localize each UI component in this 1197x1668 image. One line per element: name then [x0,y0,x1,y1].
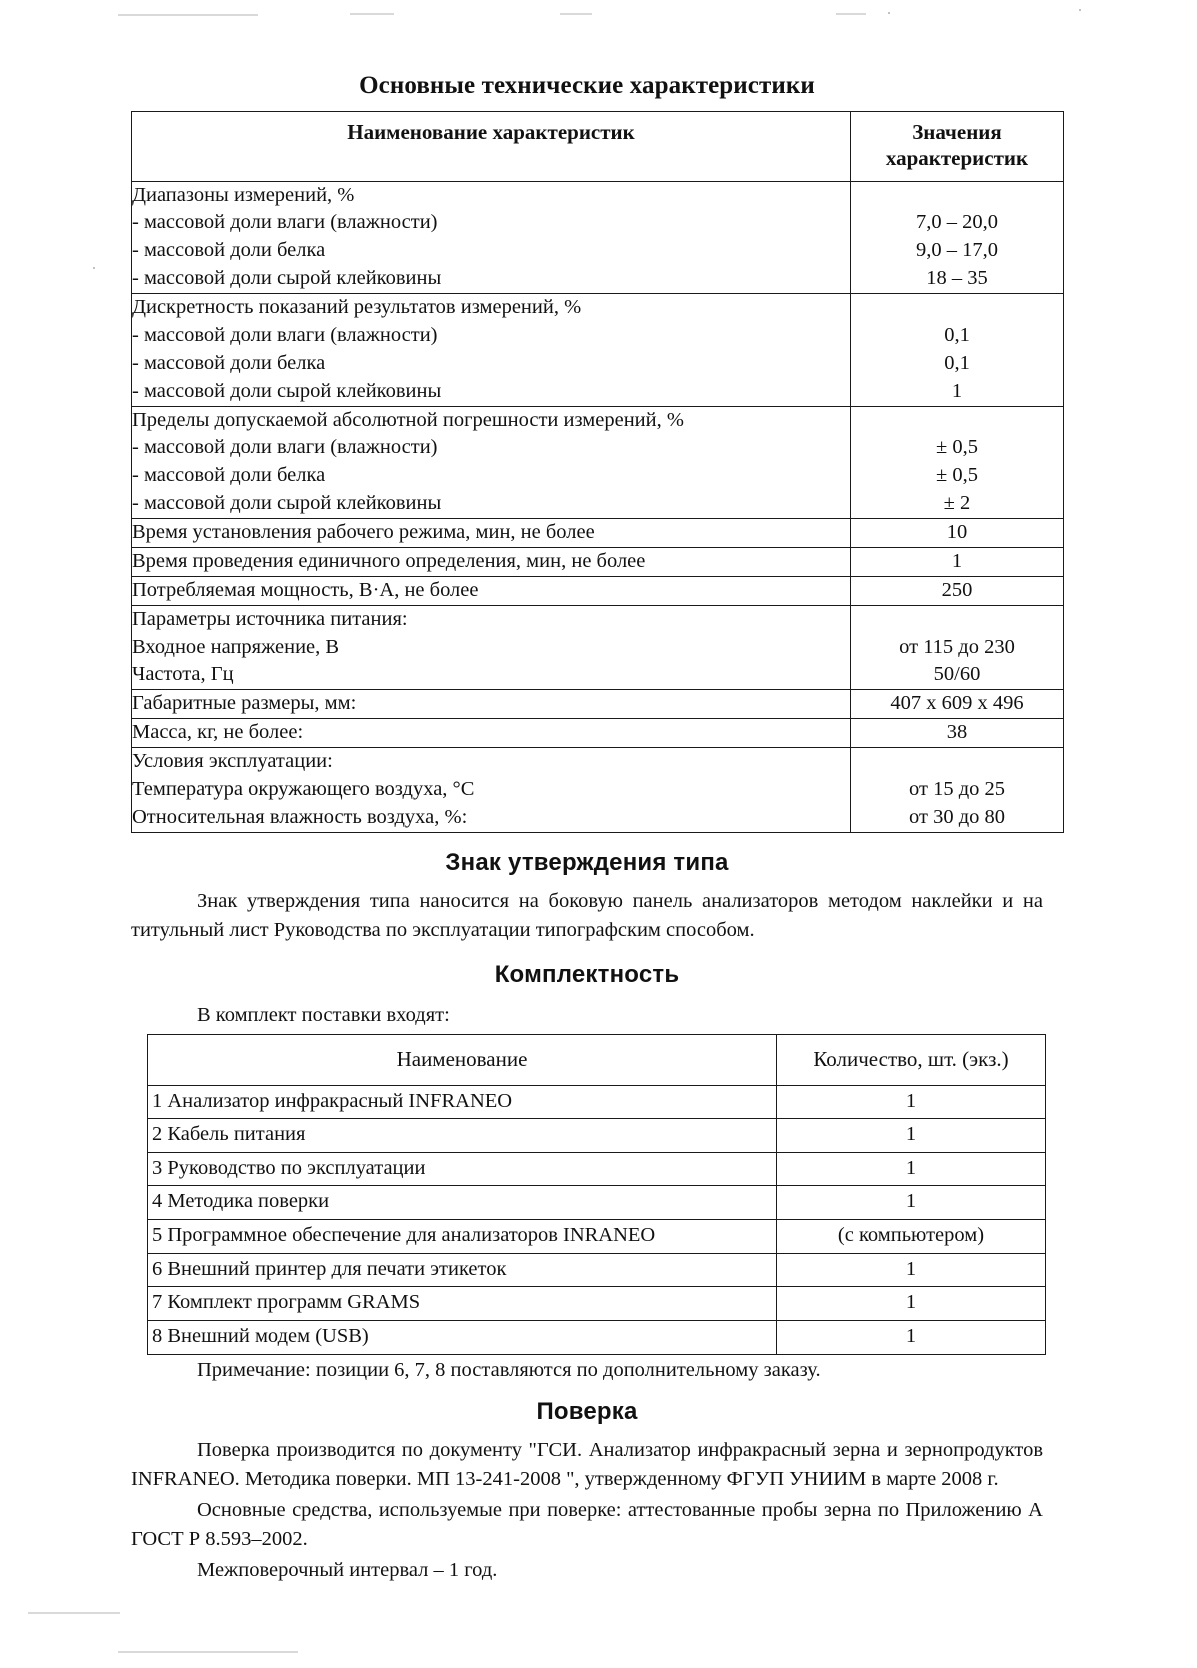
scan-artifact-top-mid [350,13,394,15]
completeness-header-row [148,1034,1046,1085]
table-row [132,547,1064,576]
cell-item-quantity: 1 [777,1085,1046,1119]
value-line: ± 2 [943,492,971,515]
heading-type-approval-mark: Знак утверждения типа [445,848,729,876]
cell-characteristic-name [132,748,851,833]
value-line: 1 [951,549,963,572]
cell-item-name: 5 Программное обеспечение для анализаторов INRANEO [148,1220,777,1254]
text-line: - массовой доли сырой клейковины [132,379,442,402]
value-line: 1 [951,379,963,402]
cell-characteristic-value [851,748,1064,833]
scan-artifact-bottom-strip [118,1651,298,1653]
value-line: 250 [941,578,973,601]
completeness-table [147,1034,1046,1355]
cell-characteristic-value [851,576,1064,605]
text-line: Условия эксплуатации: [132,750,333,772]
table-row [132,406,1064,519]
cell-characteristic-name [132,719,851,748]
page-title: Основные технические характеристики [359,72,815,99]
text-line: Масса, кг, не более: [132,721,304,744]
cell-characteristic-value [851,406,1064,519]
cell-characteristic-value [851,605,1064,690]
table-header-row [132,112,1064,182]
specifications-table-body [132,181,1064,832]
text-line: - массовой доли сырой клейковины [132,267,442,290]
value-line: ± 0,5 [935,464,978,487]
cell-item-name: 7 Комплект программ GRAMS [148,1287,777,1321]
value-line: 38 [946,721,968,744]
paragraph-type-approval-mark: Знак утверждения типа наносится на боковую панель анализаторов методом наклейки и на титульный лист Руководства по эксплуатации типографским способом. [131,889,1043,941]
table-row [132,519,1064,548]
text-line: Габаритные размеры, мм: [132,692,357,715]
scan-speckle-b [888,12,890,14]
value-line: 50/60 [933,663,981,686]
scan-artifact-top-right [560,13,592,15]
heading-verification: Поверка [536,1397,638,1425]
column-header-value-line1: Значения [912,120,1002,144]
value-line: 9,0 – 17,0 [916,239,998,262]
table-row [148,1152,1046,1186]
text-line: - массовой доли влаги (влажности) [132,211,438,234]
text-line: Частота, Гц [132,663,234,686]
text-line: - массовой доли сырой клейковины [132,492,442,515]
value-line: 10 [946,521,968,543]
text-line: - массовой доли белка [132,464,326,487]
text-line: Входное напряжение, В [132,635,340,658]
text-line: Потребляемая мощность, В·А, не более [132,578,479,601]
table-row [132,576,1064,605]
cell-item-quantity: 1 [777,1119,1046,1153]
value-line: 7,0 – 20,0 [916,211,998,234]
completeness-note: Примечание: позиции 6, 7, 8 поставляются по дополнительному заказу. [197,1358,821,1381]
scan-speckle-a [1079,9,1081,11]
scan-artifact-top-far-right [836,13,866,15]
text-line: - массовой доли белка [132,351,326,374]
table-row [148,1085,1046,1119]
text-line: Время проведения единичного определения, мин, не более [132,549,646,572]
cell-characteristic-name [132,576,851,605]
cell-characteristic-value [851,690,1064,719]
cell-item-name: 2 Кабель питания [148,1119,777,1153]
cell-item-quantity: 1 [777,1287,1046,1321]
cell-characteristic-name [132,294,851,407]
text-line: Время установления рабочего режима, мин, не более [132,521,595,543]
value-line: 18 – 35 [926,267,988,290]
table-row [148,1253,1046,1287]
completeness-table-body [148,1085,1046,1354]
table-row [148,1287,1046,1321]
value-line: от 115 до 230 [899,635,1015,658]
cell-characteristic-value [851,294,1064,407]
cell-characteristic-name [132,519,851,548]
cell-characteristic-value [851,181,1064,294]
value-line: ± 0,5 [935,436,978,459]
text-line: Параметры источника питания: [132,607,408,630]
text-line: Пределы допускаемой абсолютной погрешности измерений, % [132,408,684,431]
cell-characteristic-name [132,690,851,719]
cell-item-quantity: 1 [777,1320,1046,1354]
value-line: 0,1 [944,351,970,374]
text-line: Диапазоны измерений, % [132,183,355,206]
column-header-item-quantity: Количество, шт. (экз.) [777,1034,1046,1085]
cell-characteristic-value [851,519,1064,548]
table-row [148,1320,1046,1354]
cell-characteristic-value [851,547,1064,576]
table-row [132,294,1064,407]
scan-artifact-top-left [118,14,258,16]
page-content [131,72,1043,1587]
cell-item-quantity: 1 [777,1152,1046,1186]
text-line: - массовой доли влаги (влажности) [132,323,438,346]
text-line: Дискретность показаний результатов измерений, % [132,296,582,318]
value-line: от 30 до 80 [909,805,1005,828]
cell-item-name: 6 Внешний принтер для печати этикеток [148,1253,777,1287]
table-row [148,1186,1046,1220]
value-line: 0,1 [944,323,970,346]
column-header-item-name: Наименование [148,1034,777,1085]
cell-item-quantity: (с компьютером) [777,1220,1046,1254]
table-row [132,605,1064,690]
cell-characteristic-name [132,605,851,690]
cell-characteristic-name [132,181,851,294]
cell-item-name: 3 Руководство по эксплуатации [148,1152,777,1186]
table-row [132,181,1064,294]
completeness-lead-text: В комплект поставки входят: [197,1003,450,1026]
table-row [132,719,1064,748]
table-row [132,690,1064,719]
text-line: Температура окружающего воздуха, °С [132,777,475,800]
heading-completeness: Комплектность [494,960,680,988]
cell-item-name: 4 Методика поверки [148,1186,777,1220]
column-header-characteristic-value [851,112,1064,182]
paragraph-verification-document: Поверка производится по документу "ГСИ. Анализатор инфракрасный зерна и зернопродуктов INFRANEO. Методика поверки. МП 13-241-2008 ", утвержденному ФГУП УНИИМ в марте 2008 г. [131,1438,1043,1490]
text-line: - массовой доли влаги (влажности) [132,436,438,459]
text-line: Относительная влажность воздуха, %: [132,805,468,828]
paragraph-verification-standards: Основные средства, используемые при поверке: аттестованные пробы зерна по Приложению А ГОСТ Р 8.593–2002. [131,1498,1043,1550]
specifications-table [131,111,1064,833]
table-row [148,1119,1046,1153]
value-line: от 15 до 25 [909,777,1005,800]
cell-item-name: 8 Внешний модем (USB) [148,1320,777,1354]
cell-characteristic-value [851,719,1064,748]
cell-item-quantity: 1 [777,1186,1046,1220]
paragraph-verification-interval: Межповерочный интервал – 1 год. [197,1558,498,1581]
scan-artifact-bottom-left [28,1612,120,1614]
column-header-characteristic-name: Наименование характеристик [132,112,851,182]
scan-speckle-c [93,267,95,269]
table-row [148,1220,1046,1254]
value-line: 407 х 609 х 496 [890,692,1024,715]
cell-item-quantity: 1 [777,1253,1046,1287]
cell-characteristic-name [132,547,851,576]
column-header-value-line2: характеристик [885,146,1029,171]
text-line: - массовой доли белка [132,239,326,262]
table-row [132,748,1064,833]
cell-item-name: 1 Анализатор инфракрасный INFRANEO [148,1085,777,1119]
cell-characteristic-name [132,406,851,519]
